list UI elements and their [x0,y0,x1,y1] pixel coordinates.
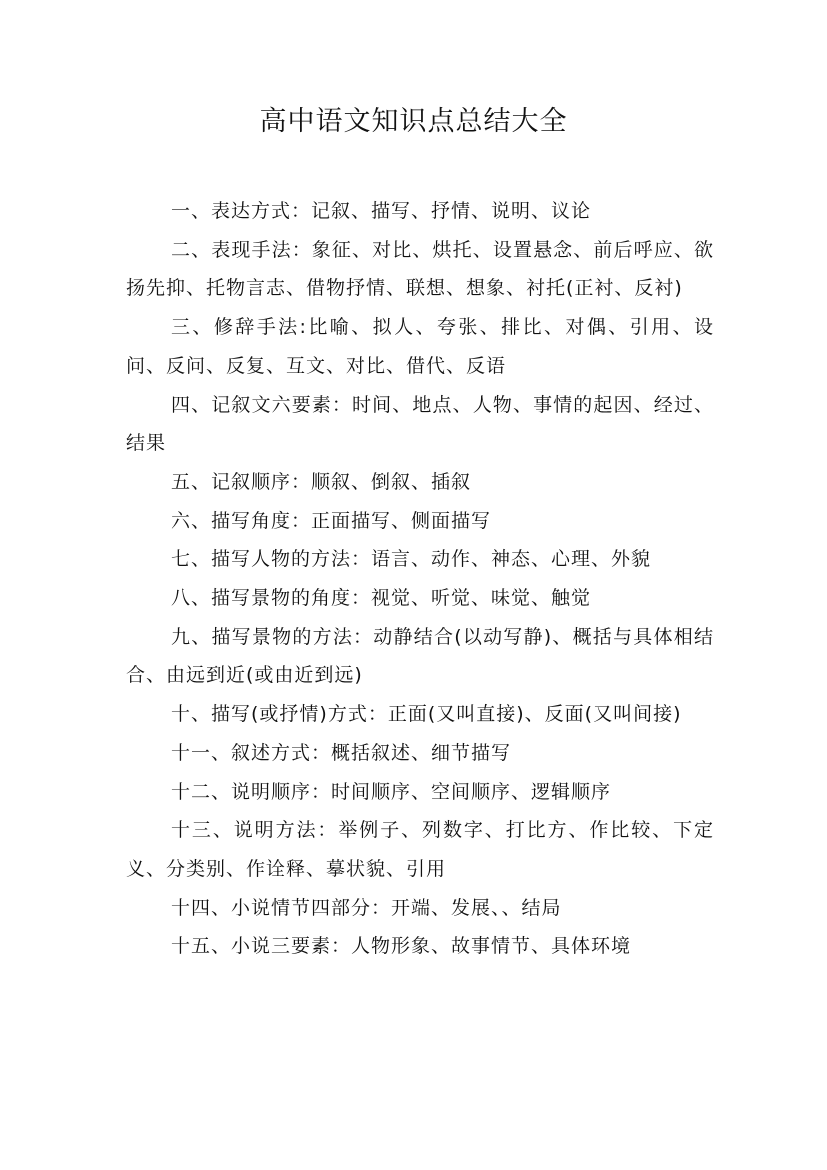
paragraph-rhetorical-devices: 三、修辞手法:比喻、拟人、夸张、排比、对偶、引用、设问、反问、反复、互文、对比、借代、反语 [126,316,714,377]
paragraph-description-modes: 十、描写(或抒情)方式：正面(又叫直接)、反面(又叫间接) [171,703,682,726]
page-title: 高中语文知识点总结大全 [259,106,568,137]
paragraph-narration-modes: 十一、叙述方式：概括叙述、细节描写 [171,741,512,764]
document-body [126,192,714,966]
paragraph-expression-techniques: 二、表现手法：象征、对比、烘托、设置悬念、前后呼应、欲扬先抑、托物言志、借物抒情、联想、想象、衬托(正衬、反衬) [126,238,714,300]
paragraph-narrative-order: 五、记叙顺序：顺叙、倒叙、插叙 [171,470,472,493]
paragraph-character-description: 七、描写人物的方法：语言、动作、神态、心理、外貌 [171,548,652,571]
paragraph-plot-parts: 十四、小说情节四部分：开端、发展、、结局 [171,896,562,919]
paragraph-novel-elements: 十五、小说三要素：人物形象、故事情节、具体环境 [171,935,632,958]
paragraph-narrative-elements: 四、记叙文六要素：时间、地点、人物、事情的起因、经过、结果 [126,393,714,455]
paragraph-expression-modes: 一、表达方式：记叙、描写、抒情、说明、议论 [171,200,592,222]
paragraph-description-angles: 六、描写角度：正面描写、侧面描写 [171,509,492,532]
paragraph-explanation-methods: 十三、说明方法：举例子、列数字、打比方、作比较、下定义、分类别、作诠释、摹状貌、引用 [126,819,714,880]
paragraph-scenery-angles: 八、描写景物的角度：视觉、听觉、味觉、触觉 [171,587,592,610]
paragraph-scenery-methods: 九、描写景物的方法：动静结合(以动写静)、概括与具体相结合、由远到近(或由近到远) [126,625,714,687]
paragraph-explanation-order: 十二、说明顺序：时间顺序、空间顺序、逻辑顺序 [171,780,612,803]
